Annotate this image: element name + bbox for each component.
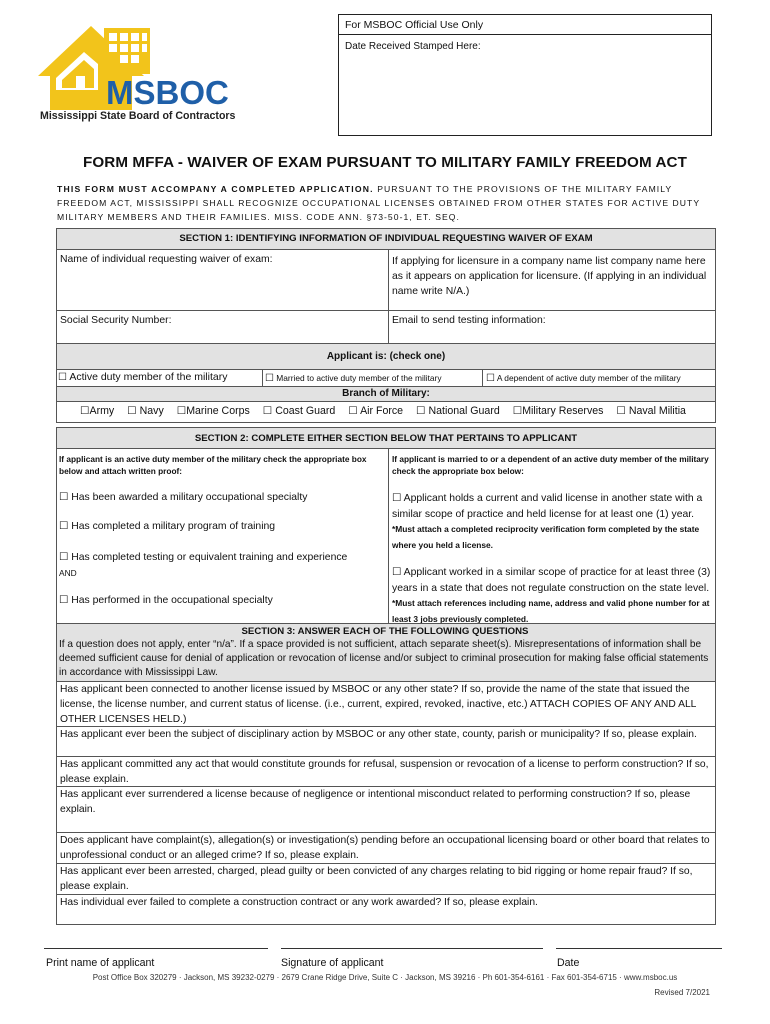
right-option-worked[interactable]: ☐ Applicant worked in a similar scope of practice for at least three (3) years in a state that does not regulate construction on the state level. *Must attach references including name, address and valid phone number for at least 3 jobs previously completed. <box>392 567 711 624</box>
logo-subtitle: Mississippi State Board of Contractors <box>40 110 236 122</box>
official-use-box <box>338 14 712 136</box>
applicant-is-header: Applicant is: (check one) <box>56 343 716 370</box>
section2-header: SECTION 2: COMPLETE EITHER SECTION BELOW THAT PERTAINS TO APPLICANT <box>56 427 716 449</box>
checkbox-icon[interactable]: ☐ <box>176 405 187 417</box>
branch-coast-guard[interactable]: ☐ Coast Guard <box>262 405 336 417</box>
section1-header: SECTION 1: IDENTIFYING INFORMATION OF INDIVIDUAL REQUESTING WAIVER OF EXAM <box>56 228 716 250</box>
checkbox-icon[interactable]: ☐ <box>348 405 358 417</box>
msboc-logo <box>36 18 268 126</box>
signature-label: Signature of applicant <box>281 957 384 969</box>
branch-national-guard[interactable]: ☐ National Guard <box>416 405 500 417</box>
official-use-title: For MSBOC Official Use Only <box>339 15 711 35</box>
applicant-option-married[interactable]: ☐ Married to active duty member of the military <box>265 373 442 384</box>
branch-military-reserves[interactable]: ☐Military Reserves <box>512 405 604 417</box>
branch-army[interactable]: ☐Army <box>80 405 115 417</box>
checkbox-icon[interactable]: ☐ <box>416 405 426 417</box>
left-option-performed[interactable]: ☐ Has performed in the occupational specialty <box>59 595 273 606</box>
section2-left-intro: If applicant is an active duty member of the military check the appropriate box below and attach written proof: <box>59 454 367 476</box>
print-name-line[interactable] <box>44 948 268 949</box>
date-label: Date <box>557 957 580 969</box>
checkbox-icon[interactable]: ☐ <box>392 567 402 578</box>
checkbox-icon[interactable]: ☐ <box>265 373 274 384</box>
intro-text <box>57 182 715 224</box>
ssn-field[interactable] <box>56 310 389 344</box>
left-option-specialty[interactable]: ☐ Has been awarded a military occupational specialty <box>59 492 308 503</box>
checkbox-icon[interactable]: ☐ <box>616 405 626 417</box>
branch-header: Branch of Military: <box>56 386 716 402</box>
branch-options <box>80 405 686 417</box>
right-option-license-note: *Must attach a completed reciprocity verification form completed by the state where you held a license. <box>392 524 700 550</box>
question-7[interactable]: Has individual ever failed to complete a construction contract or any work awarded? If so, please explain. <box>56 894 716 925</box>
name-label: Name of individual requesting waiver of exam: <box>60 254 273 265</box>
question-3[interactable]: Has applicant committed any act that would constitute grounds for refusal, suspension or revocation of a license to perform construction? If so, please explain. <box>56 756 716 787</box>
left-option-training[interactable]: ☐ Has completed a military program of training <box>59 521 276 532</box>
checkbox-icon[interactable]: ☐ <box>59 595 69 606</box>
ssn-label: Social Security Number: <box>60 315 172 326</box>
intro-rest: PURSUANT TO THE PROVISIONS OF THE MILITARY FAMILY FREEDOM ACT, MISSISSIPPI SHALL RECOGNIZE OCCUPATIONAL LICENSES OBTAINED FROM OTHER STATES FOR ACTIVE DUTY MILITARY MEMBERS AND THEIR FAMILIES. MISS. CODE ANN. §73-50-1, ET. SEQ. <box>57 184 700 222</box>
applicant-option-dependent[interactable]: ☐ A dependent of active duty member of the military <box>486 373 681 384</box>
branch-naval-militia[interactable]: ☐ Naval Militia <box>616 405 686 417</box>
question-1[interactable]: Has applicant been connected to another license issued by MSBOC or any other state? If so, provide the name of the state that issued the license, the license number, and current status of license. (i.e., current, expired, revoked, inactive, etc.) ATTACH COPIES OF ANY AND ALL OTHER LICENSES HELD.) <box>56 681 716 727</box>
and-label: AND <box>59 568 77 578</box>
revised-date: Revised 7/2021 <box>654 988 710 997</box>
form-title: FORM MFFA - WAIVER OF EXAM PURSUANT TO MILITARY FAMILY FREEDOM ACT <box>83 154 687 171</box>
applicant-option-active[interactable]: ☐ Active duty member of the military <box>58 371 228 383</box>
checkbox-icon[interactable]: ☐ <box>80 405 90 417</box>
email-label: Email to send testing information: <box>392 315 546 326</box>
name-field[interactable] <box>56 249 389 311</box>
question-6[interactable]: Has applicant ever been arrested, charged, plead guilty or been convicted of any charges relating to bid rigging or home repair fraud? If so, please explain. <box>56 863 716 895</box>
print-name-label: Print name of applicant <box>46 957 155 969</box>
section2-right-intro: If applicant is married to or a dependent of an active duty member of the military check the appropriate box below: <box>392 454 709 476</box>
right-option-worked-note: *Must attach references including name, address and valid phone number for at least 3 jobs previously completed. <box>392 598 710 624</box>
branch-air-force[interactable]: ☐ Air Force <box>348 405 404 417</box>
date-received-label: Date Received Stamped Here: <box>345 41 481 52</box>
checkbox-icon[interactable]: ☐ <box>392 493 402 504</box>
checkbox-icon[interactable]: ☐ <box>486 373 495 384</box>
checkbox-icon[interactable]: ☐ <box>59 521 69 532</box>
checkbox-icon[interactable]: ☐ <box>512 405 523 417</box>
branch-navy[interactable]: ☐ Navy <box>127 405 164 417</box>
intro-lead: THIS FORM MUST ACCOMPANY A COMPLETED APPLICATION. <box>57 184 374 194</box>
checkbox-icon[interactable]: ☐ <box>58 372 67 383</box>
section3-instructions: If a question does not apply, enter “n/a”. If a space provided is not sufficient, attach separate sheet(s). Misrepresentations of information shall be deemed sufficient cause for denial of application or revocation of license and/or subject to criminal prosecution for making false official statements in accordance with Mississippi Law. <box>59 639 709 678</box>
right-option-license[interactable]: ☐ Applicant holds a current and valid license in another state with a similar scope of practice and held license for at least one (1) year. *Must attach a completed reciprocity verification form completed by the state where you held a license. <box>392 493 703 550</box>
company-field[interactable] <box>388 249 716 311</box>
checkbox-icon[interactable]: ☐ <box>59 492 69 503</box>
checkbox-icon[interactable]: ☐ <box>59 552 69 563</box>
email-field[interactable] <box>388 310 716 344</box>
question-5[interactable]: Does applicant have complaint(s), allegation(s) or investigation(s) pending before an occupational licensing board or other board that relates to unprofessional conduct or an alleged crime? If so, please explain. <box>56 832 716 864</box>
branch-marine-corps[interactable]: ☐Marine Corps <box>176 405 250 417</box>
signature-line[interactable] <box>281 948 543 949</box>
question-4[interactable]: Has applicant ever surrendered a license because of negligence or intentional misconduct related to performing construction? If so, please explain. <box>56 786 716 833</box>
company-label: If applying for licensure in a company name list company name here as it appears on application for licensure. (If applying in an individual name write N/A.) <box>392 256 707 297</box>
checkbox-icon[interactable]: ☐ <box>127 405 137 417</box>
left-option-testing[interactable]: ☐ Has completed testing or equivalent training and experience <box>59 552 348 563</box>
checkbox-icon[interactable]: ☐ <box>262 405 273 417</box>
footer-address: Post Office Box 320279 · Jackson, MS 39232-0279 · 2679 Crane Ridge Drive, Suite C · Jackson, MS 39216 · Ph 601-354-6161 · Fax 601-354-6715 · www.msboc.us <box>92 973 678 982</box>
question-2[interactable]: Has applicant ever been the subject of disciplinary action by MSBOC or any other state, county, parish or municipality? If so, please explain. <box>56 726 716 757</box>
date-line[interactable] <box>556 948 722 949</box>
logo-text: MSBOC <box>106 74 229 111</box>
section3-header: SECTION 3: ANSWER EACH OF THE FOLLOWING QUESTIONS <box>241 626 529 637</box>
